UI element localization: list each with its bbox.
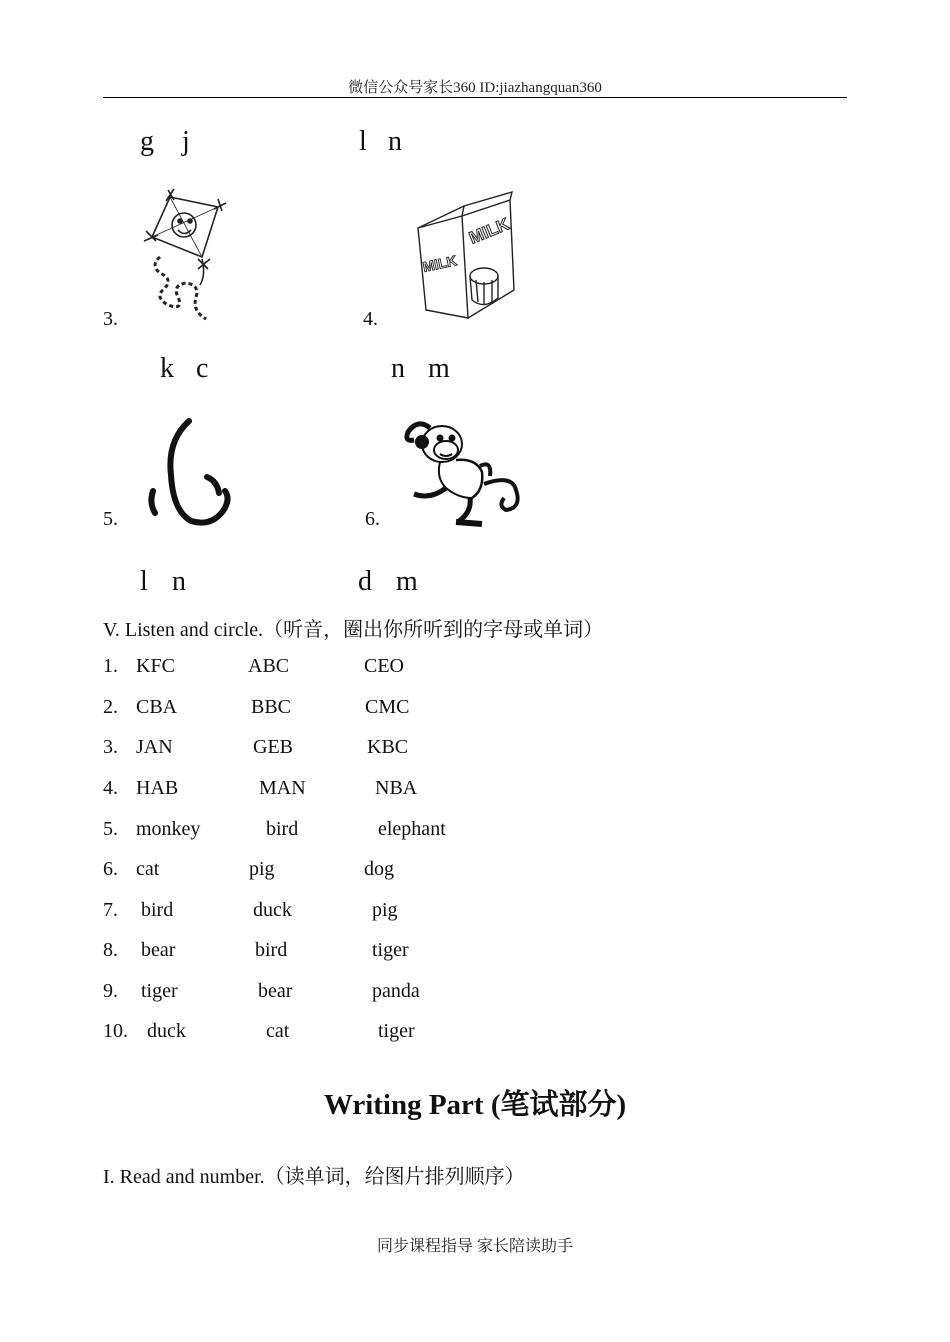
option-b: bird	[266, 818, 299, 840]
option-b: duck	[253, 899, 292, 921]
row-number: 6.	[103, 858, 118, 880]
row-number: 9.	[103, 980, 118, 1002]
letter-option: k	[160, 353, 174, 384]
option-c: panda	[372, 980, 420, 1002]
option-a: monkey	[136, 818, 201, 840]
letter-option: d	[358, 566, 372, 597]
option-a: HAB	[136, 777, 179, 799]
option-c: pig	[372, 899, 398, 921]
option-b: MAN	[259, 777, 306, 799]
option-c: NBA	[375, 777, 418, 799]
header-divider	[103, 97, 847, 98]
letter-option: l	[359, 126, 367, 157]
row-number: 3.	[103, 736, 118, 758]
option-a: KFC	[136, 655, 175, 677]
option-c: dog	[364, 858, 394, 880]
row-number: 5.	[103, 818, 118, 840]
option-b: bear	[258, 980, 293, 1002]
row-number: 4.	[103, 777, 118, 799]
option-b: BBC	[251, 696, 292, 718]
letter-option: m	[428, 353, 450, 384]
milk-carton-picture	[412, 188, 532, 328]
section-v-heading: V. Listen and circle.（听音，圈出你所听到的字母或单词）	[103, 619, 604, 641]
milk-label: MILK	[421, 252, 459, 275]
letter-option: l	[140, 566, 148, 597]
row-number: 2.	[103, 696, 118, 718]
kite-picture	[140, 185, 240, 330]
option-a: CBA	[136, 696, 178, 718]
option-c: tiger	[378, 1020, 415, 1042]
option-b: cat	[266, 1020, 290, 1042]
letter-option: n	[388, 126, 402, 157]
letter-c-stroke-picture	[145, 415, 241, 527]
section-i-heading: I. Read and number.（读单词，给图片排列顺序）	[103, 1166, 525, 1188]
writing-part-title: Writing Part (笔试部分)	[323, 1089, 627, 1121]
letter-option: g	[140, 126, 154, 157]
option-a: cat	[136, 858, 160, 880]
option-b: GEB	[253, 736, 293, 758]
row-number: 8.	[103, 939, 118, 961]
item-number: 6.	[365, 508, 380, 530]
option-a: bear	[141, 939, 176, 961]
row-number: 10.	[103, 1020, 128, 1042]
item-number: 3.	[103, 308, 118, 330]
letter-option: n	[391, 353, 405, 384]
item-number: 5.	[103, 508, 118, 530]
option-a: tiger	[141, 980, 178, 1002]
option-a: duck	[147, 1020, 186, 1042]
option-b: ABC	[248, 655, 290, 677]
letter-option: m	[396, 566, 418, 597]
option-c: CEO	[364, 655, 404, 677]
option-c: KBC	[367, 736, 409, 758]
row-number: 7.	[103, 899, 118, 921]
option-b: pig	[249, 858, 275, 880]
option-c: tiger	[372, 939, 409, 961]
letter-option: j	[182, 126, 190, 157]
letter-option: n	[172, 566, 186, 597]
item-number: 4.	[363, 308, 378, 330]
milk-label: MILK	[466, 214, 513, 248]
option-c: elephant	[378, 818, 446, 840]
row-number: 1.	[103, 655, 118, 677]
page-header: 微信公众号家长360 ID:jiazhangquan360	[348, 80, 602, 96]
option-a: JAN	[136, 736, 173, 758]
option-c: CMC	[365, 696, 410, 718]
letter-option: c	[196, 353, 209, 384]
page-footer: 同步课程指导 家长陪读助手	[376, 1238, 573, 1255]
option-b: bird	[255, 939, 288, 961]
monkey-picture	[400, 414, 532, 528]
option-a: bird	[141, 899, 174, 921]
